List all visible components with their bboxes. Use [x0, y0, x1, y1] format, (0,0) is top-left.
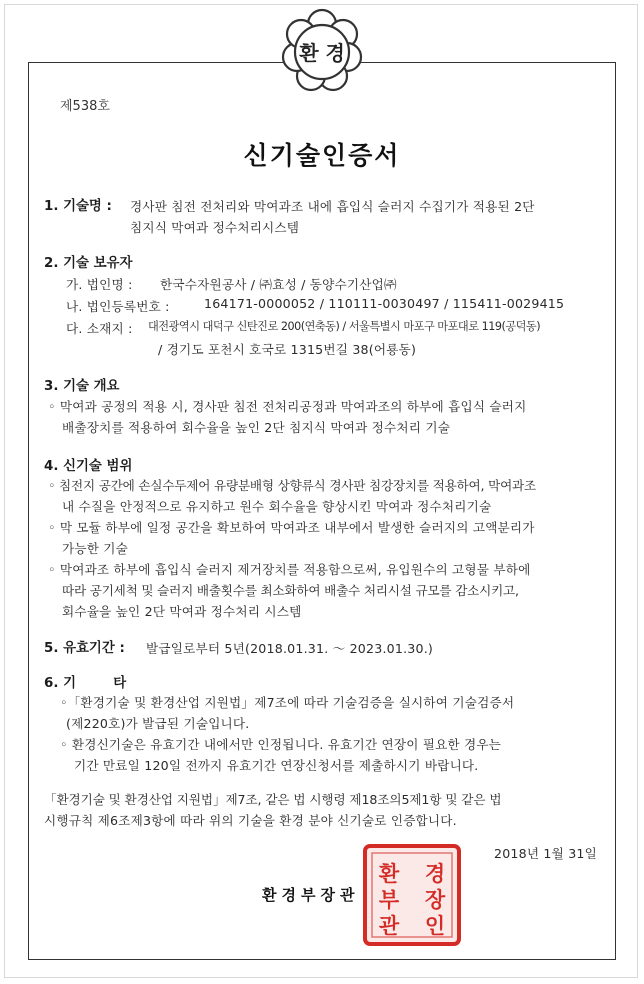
corp-name-value: 한국수자원공사 / ㈜효성 / 동양수기산업㈜	[160, 277, 397, 292]
svg-text:부: 부	[378, 887, 400, 912]
validity-period: 발급일로부터 5년(2018.01.31. ～ 2023.01.30.)	[146, 641, 434, 656]
overview-line1: ◦ 막여과 공정의 적용 시, 경사판 침전 전처리공정과 막여과조의 하부에 흡입식 슬러지	[48, 399, 527, 414]
emblem-label: 환 경	[299, 41, 345, 65]
scope-line: 내 수질을 안정적으로 유지하고 원수 회수율을 향상시킨 막여과 정수처리기술	[62, 499, 492, 514]
scope-line: ◦ 막여과조 하부에 흡입식 슬러지 제거장치를 적용함으로써, 유입원수의 고형물 부하에	[48, 562, 531, 577]
reg-number-value: 164171-0000052 / 110111-0030497 / 115411-0029415	[204, 296, 565, 311]
address-label: 다. 소재지 :	[66, 321, 133, 336]
section1-heading: 1. 기술명 :	[44, 199, 112, 214]
certification-line1: 「환경기술 및 환경산업 지원법」제7조, 같은 법 시행령 제18조의5제1항 및 같은 법	[44, 792, 502, 807]
misc-line: ◦ 환경신기술은 유효기간 내에서만 인정됩니다. 유효기간 연장이 필요한 경우는	[60, 737, 502, 752]
svg-text:인: 인	[424, 913, 446, 938]
scope-line: 가능한 기술	[62, 541, 129, 556]
svg-text:환: 환	[378, 861, 400, 886]
address-line1: 대전광역시 대덕구 신탄진로 200(연축동) / 서울특별시 마포구 마포대로 119(공덕동)	[148, 320, 541, 333]
certification-line2: 시행규칙 제6조제3항에 따라 위의 기술을 환경 분야 신기술로 인증합니다.	[44, 813, 457, 828]
official-seal-icon	[362, 843, 462, 947]
scope-line: ◦ 막 모듈 하부에 일정 공간을 확보하여 막여과조 내부에서 발생한 슬러지의 고액분리가	[48, 520, 535, 535]
corp-name-label: 가. 법인명 :	[66, 277, 133, 292]
section4-heading: 4. 신기술 범위	[44, 459, 133, 474]
svg-text:관: 관	[378, 913, 400, 938]
technology-name-line1: 경사판 침전 전처리와 막여과조 내에 흡입식 슬러지 수집기가 적용된 2단	[130, 199, 535, 214]
document-number: 제538호	[60, 99, 110, 114]
section2-heading: 2. 기술 보유자	[44, 256, 133, 271]
section5-heading: 5. 유효기간 :	[44, 641, 125, 656]
scope-line: ◦ 침전지 공간에 손실수두제어 유량분배형 상향류식 경사판 침강장치를 적용하여, 막여과조	[48, 478, 536, 493]
overview-line2: 배출장치를 적용하여 회수율을 높인 2단 침지식 막여과 정수처리 기술	[62, 420, 451, 435]
issuer-name: 환경부장관	[262, 886, 360, 904]
issue-date: 2018년 1월 31일	[494, 846, 597, 861]
reg-number-label: 나. 법인등록번호 :	[66, 299, 170, 314]
address-line2: / 경기도 포천시 호국로 1315번길 38(어룡동)	[158, 342, 417, 357]
scope-line: 회수율을 높인 2단 막여과 정수처리 시스템	[62, 604, 302, 619]
page-title: 신기술인증서	[243, 141, 401, 170]
misc-line: 기간 만료일 120일 전까지 유효기간 연장신청서를 제출하시기 바랍니다.	[74, 758, 479, 773]
section3-heading: 3. 기술 개요	[44, 379, 120, 394]
scope-line: 따라 공기세척 및 슬러지 배출횟수를 최소화하여 배출수 처리시설 규모를 감소시키고,	[62, 583, 519, 598]
svg-text:경: 경	[424, 861, 446, 886]
misc-line: ◦「환경기술 및 환경산업 지원법」제7조에 따라 기술검증을 실시하여 기술검증서	[60, 695, 515, 710]
misc-line: (제220호)가 발급된 기술입니다.	[66, 716, 250, 731]
ministry-emblem-icon	[263, 4, 381, 104]
section6-heading: 6. 기 타	[44, 676, 127, 691]
technology-name-line2: 침지식 막여과 정수처리시스템	[130, 220, 300, 235]
svg-text:장: 장	[424, 887, 446, 912]
